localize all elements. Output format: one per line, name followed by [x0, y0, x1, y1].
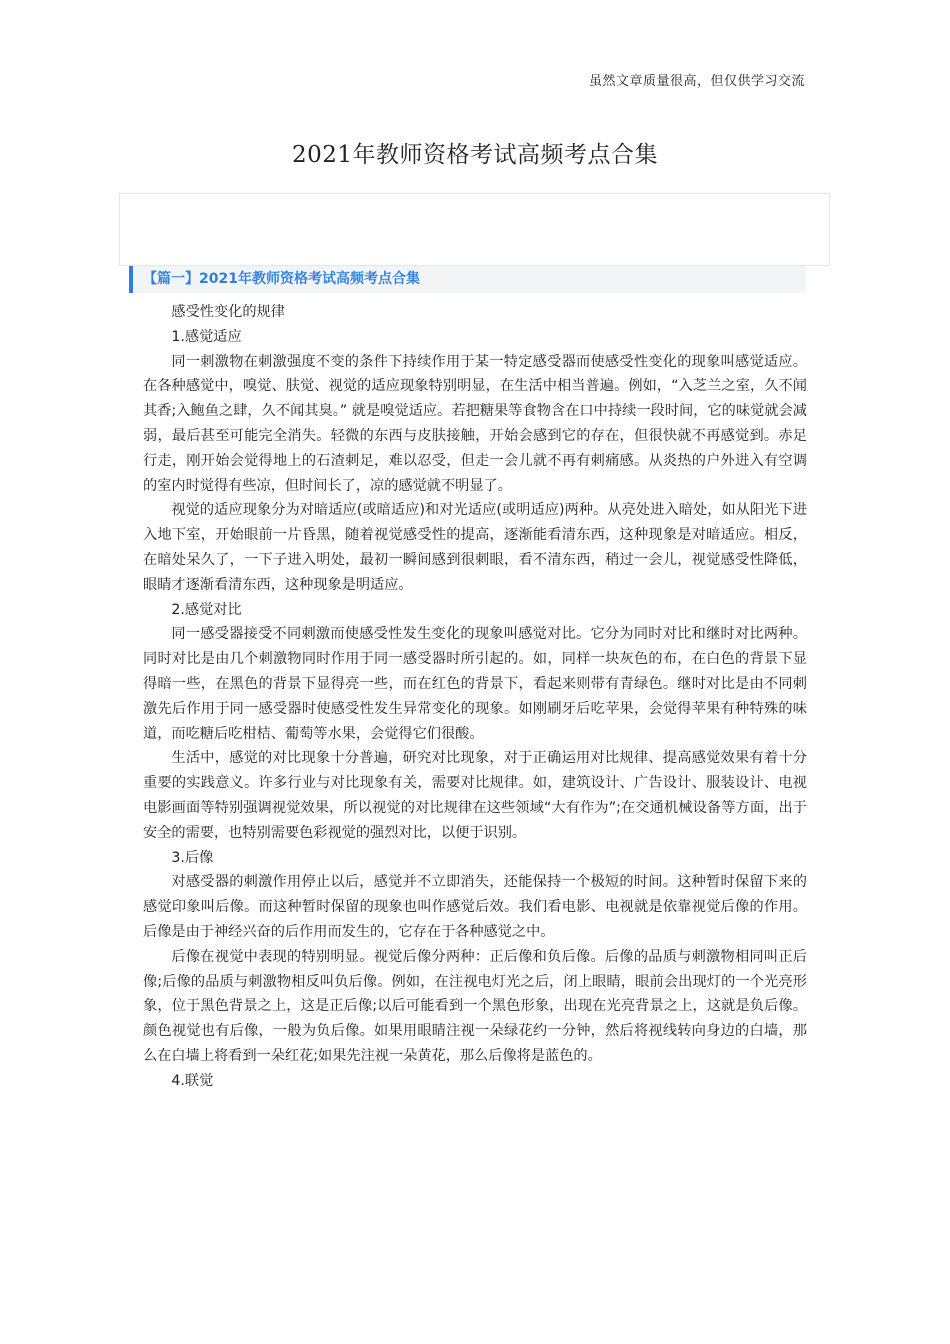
document-title: 2021年教师资格考试高频考点合集 — [291, 142, 659, 168]
header-note: 虽然文章质量很高，但仅供学习交流 — [588, 74, 805, 89]
subheading-synesthesia: 4.联觉 — [171, 1072, 214, 1089]
paragraph-contrast-application: 生活中，感觉的对比现象十分普遍，研究对比现象，对于正确运用对比规律、提高感觉效果有着十分重要的实践意义。许多行业与对比现象有关，需要对比规律。如，建筑设计、广告设计、服装设计、电视电影画面等特别强调视觉效果，所以视觉的对比规律在这些领域“大有作为”;在交通机械设备等方面，出于安全的需要，也特别需要色彩视觉的强烈对比，以便于识别。 — [143, 750, 807, 841]
subheading-afterimage: 3.后像 — [171, 849, 214, 866]
paragraph-visual-adaptation: 视觉的适应现象分为对暗适应(或暗适应)和对光适应(或明适应)两种。从亮处进入暗处，如从阳光下进入地下室，开始眼前一片昏黑，随着视觉感受性的提高，逐渐能看清东西，这种现象是对暗适应。相反，在暗处呆久了，一下子进入明处，最初一瞬间感到很刺眼，看不清东西，稍过一会儿，视觉感受性降低，眼睛才逐渐看清东西，这种现象是明适应。 — [143, 502, 807, 593]
article-body — [143, 300, 807, 1094]
section-heading: 【篇一】2021年教师资格考试高频考点合集 — [129, 266, 806, 293]
paragraph-afterimage-definition: 对感受器的刺激作用停止以后，感觉并不立即消失，还能保持一个极短的时间。这种暂时保留下来的感觉印象叫后像。而这种暂时保留的现象也叫作感觉后效。我们看电影、电视就是依靠视觉后像的作用。后像是由于神经兴奋的后作用而发生的，它存在于各种感觉之中。 — [143, 874, 807, 940]
subheading-sensory-adaptation: 1.感觉适应 — [171, 328, 242, 345]
subheading-sensitivity-rules: 感受性变化的规律 — [171, 304, 285, 320]
paragraph-afterimage-visual: 后像在视觉中表现的特别明显。视觉后像分两种：正后像和负后像。后像的品质与刺激物相同叫正后像;后像的品质与刺激物相反叫负后像。例如，在注视电灯光之后，闭上眼睛，眼前会出现灯的一个光亮形象，位于黑色背景之上，这是正后像;以后可能看到一个黑色形象，出现在光亮背景之上，这就是负后像。颜色视觉也有后像，一般为负后像。如果用眼睛注视一朵绿花约一分钟，然后将视线转向身边的白墙，那么在白墙上将看到一朵红花;如果先注视一朵黄花，那么后像将是蓝色的。 — [143, 948, 807, 1064]
paragraph-adaptation-definition: 同一刺激物在刺激强度不变的条件下持续作用于某一特定感受器而使感受性变化的现象叫感觉适应。在各种感觉中，嗅觉、肤觉、视觉的适应现象特别明显，在生活中相当普遍。例如，“入芝兰之室，久不闻其香;入鲍鱼之肆，久不闻其臭。” 就是嗅觉适应。若把糖果等食物含在口中持续一段时间，它的味觉就会减弱，最后甚至可能完全消失。轻微的东西与皮肤接触，开始会感到它的存在，但很快就不再感觉到。赤足行走，刚开始会觉得地上的石渣刺足，难以忍受，但走一会儿就不再有刺痛感。从炎热的户外进入有空调的室内时觉得有些凉，但时间长了，凉的感觉就不明显了。 — [143, 353, 807, 494]
subheading-sensory-contrast: 2.感觉对比 — [171, 601, 242, 618]
paragraph-contrast-definition: 同一感受器接受不同刺激而使感受性发生变化的现象叫感觉对比。它分为同时对比和继时对比两种。同时对比是由几个刺激物同时作用于同一感受器时所引起的。如，同样一块灰色的布，在白色的背景下显得暗一些，在黑色的背景下显得亮一些，而在红色的背景下，看起来则带有青绿色。继时对比是由不同刺激先后作用于同一感受器时使感受性发生异常变化的现象。如刚刷牙后吃苹果，会觉得苹果有种特殊的味道，而吃糖后吃柑桔、葡萄等水果，会觉得它们很酸。 — [143, 626, 807, 742]
blank-content-box — [119, 193, 830, 266]
